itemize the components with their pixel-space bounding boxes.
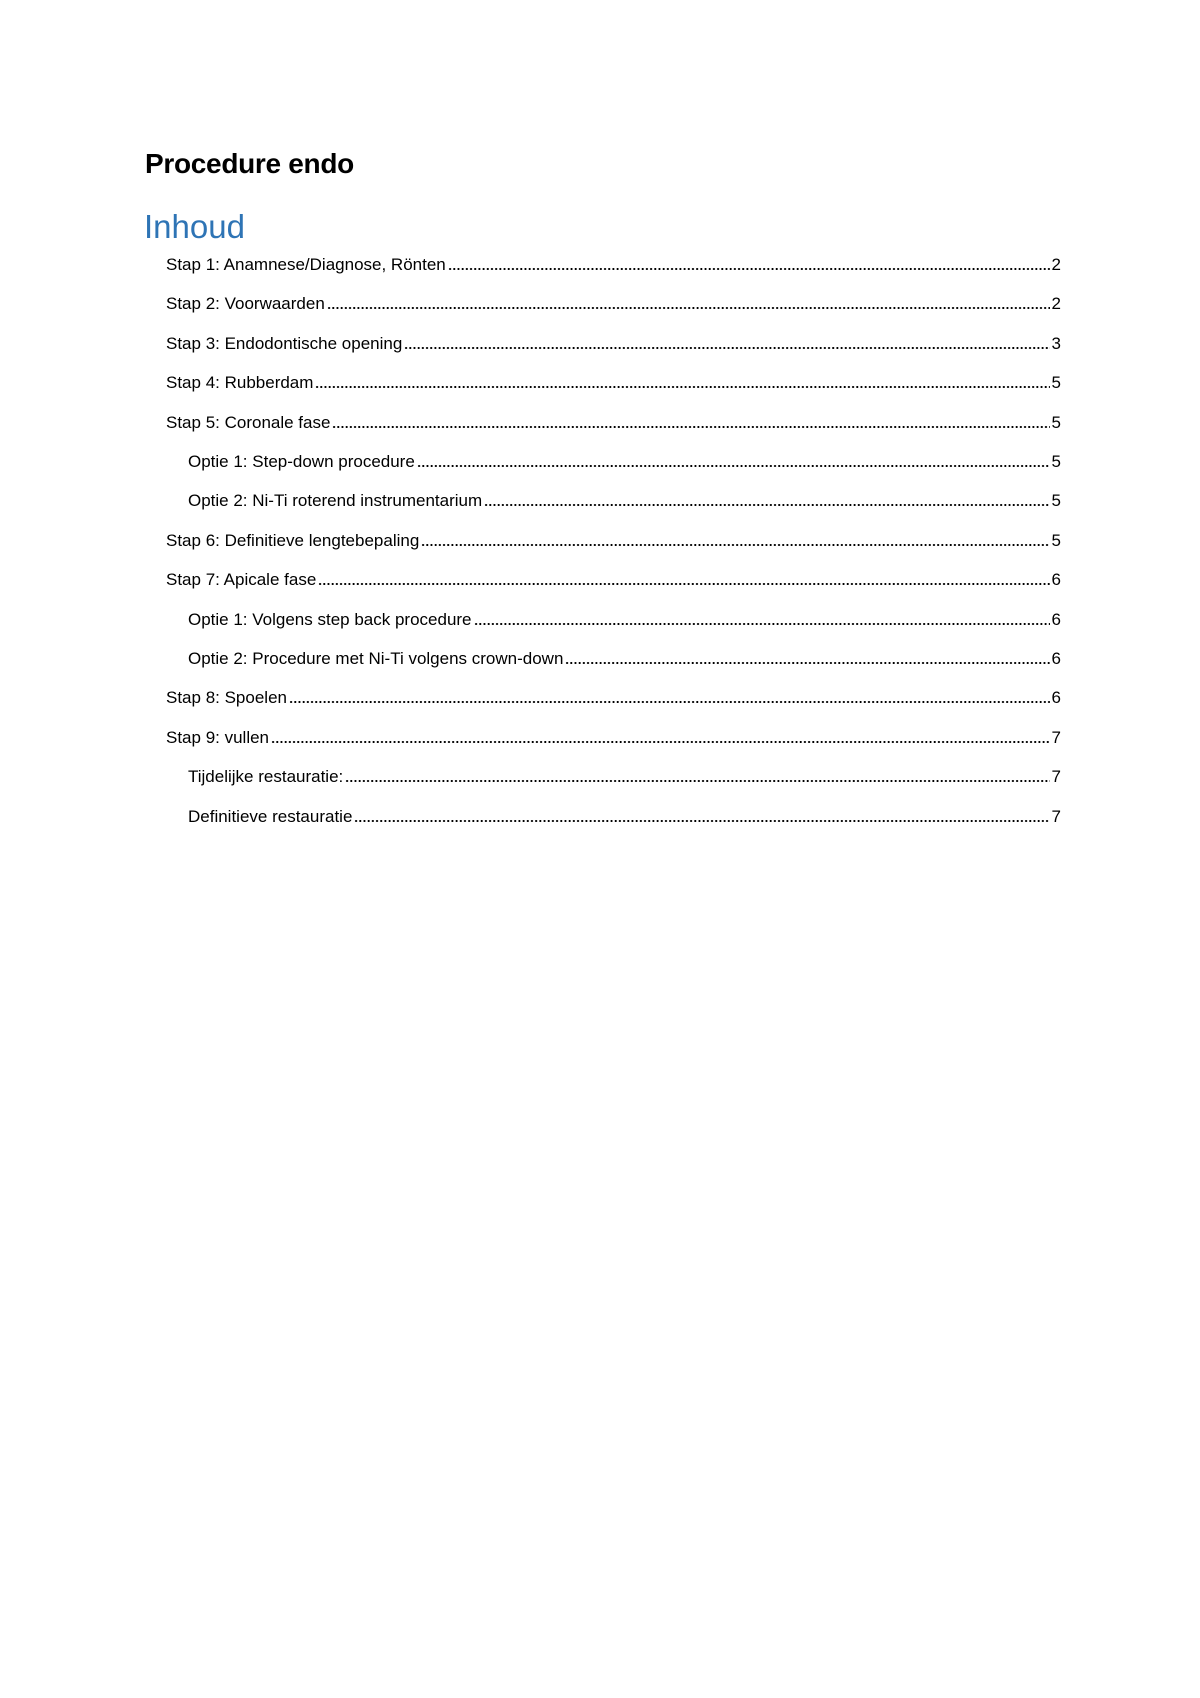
toc-dot-leader — [289, 699, 1050, 705]
toc-entry-label: Optie 2: Procedure met Ni-Ti volgens crown-down — [188, 649, 564, 668]
toc-entry[interactable] — [166, 410, 1061, 436]
toc-entry-label: Stap 8: Spoelen — [166, 688, 287, 708]
toc-entry[interactable] — [188, 764, 1061, 790]
toc-dot-leader — [318, 581, 1049, 587]
toc-dot-leader — [327, 305, 1050, 311]
toc-entry-label: Stap 1: Anamnese/Diagnose, Rönten — [166, 255, 446, 274]
toc-dot-leader — [484, 502, 1049, 508]
toc-entry[interactable] — [188, 607, 1061, 633]
toc-entry-page-number: 2 — [1051, 294, 1061, 314]
toc-entry[interactable] — [188, 449, 1061, 475]
toc-entry-page-number: 5 — [1051, 412, 1061, 432]
toc-entry[interactable] — [166, 370, 1061, 396]
toc-entry-page-number: 7 — [1051, 767, 1061, 787]
toc-entry-label: Tijdelijke restauratie: — [188, 767, 344, 787]
toc-entry-page-number: 2 — [1051, 255, 1061, 274]
toc-heading: Inhoud — [144, 208, 245, 245]
toc-dot-leader — [421, 542, 1049, 548]
toc-entry-page-number: 6 — [1051, 649, 1061, 668]
toc-entry-page-number: 7 — [1051, 806, 1061, 826]
toc-dot-leader — [271, 739, 1050, 745]
toc-entry[interactable] — [166, 567, 1061, 593]
toc-entry-label: Stap 6: Definitieve lengtebepaling — [166, 530, 420, 550]
toc-dot-leader — [417, 463, 1050, 469]
toc-entry[interactable] — [188, 646, 1061, 672]
toc-entry-label: Definitieve restauratie — [188, 806, 353, 826]
toc-entry[interactable] — [188, 488, 1061, 514]
toc-entry-label: Stap 7: Apicale fase — [166, 570, 317, 590]
toc-dot-leader — [354, 818, 1049, 824]
toc-entry-page-number: 6 — [1051, 688, 1061, 708]
toc-entry[interactable] — [166, 252, 1061, 278]
toc-dot-leader — [565, 660, 1049, 666]
toc-entry-label: Optie 1: Step-down procedure — [188, 452, 415, 471]
toc-entry-label: Stap 5: Coronale fase — [166, 412, 331, 432]
toc-dot-leader — [345, 778, 1049, 784]
toc-entry-page-number: 5 — [1051, 373, 1061, 393]
toc-entry-page-number: 6 — [1051, 570, 1061, 590]
toc-dot-leader — [404, 345, 1049, 351]
toc-dot-leader — [315, 384, 1049, 390]
toc-entry-page-number: 5 — [1051, 452, 1061, 471]
toc-dot-leader — [448, 266, 1050, 272]
toc-dot-leader — [474, 621, 1050, 627]
toc-entry-label: Stap 9: vullen — [166, 727, 270, 747]
toc-entry[interactable] — [166, 528, 1061, 554]
document-title: Procedure endo — [145, 148, 354, 179]
toc-entry-label: Stap 3: Endodontische opening — [166, 333, 403, 353]
toc-entry-label: Optie 2: Ni-Ti roterend instrumentarium — [188, 491, 483, 511]
toc-entry-page-number: 7 — [1051, 727, 1061, 747]
toc-entry[interactable] — [166, 291, 1061, 317]
toc-entry[interactable] — [166, 685, 1061, 711]
toc-entry-label: Stap 2: Voorwaarden — [166, 294, 325, 314]
toc-entry-page-number: 5 — [1051, 530, 1061, 550]
toc-entry[interactable] — [166, 331, 1061, 357]
toc-entry[interactable] — [166, 725, 1061, 751]
toc-entry-page-number: 5 — [1051, 491, 1061, 511]
toc-entry-page-number: 3 — [1051, 333, 1061, 353]
toc-entry-label: Optie 1: Volgens step back procedure — [188, 609, 472, 629]
toc-entry-label: Stap 4: Rubberdam — [166, 373, 314, 393]
toc-dot-leader — [332, 424, 1049, 430]
toc-entry-page-number: 6 — [1051, 609, 1061, 629]
toc-entry[interactable] — [188, 804, 1061, 830]
